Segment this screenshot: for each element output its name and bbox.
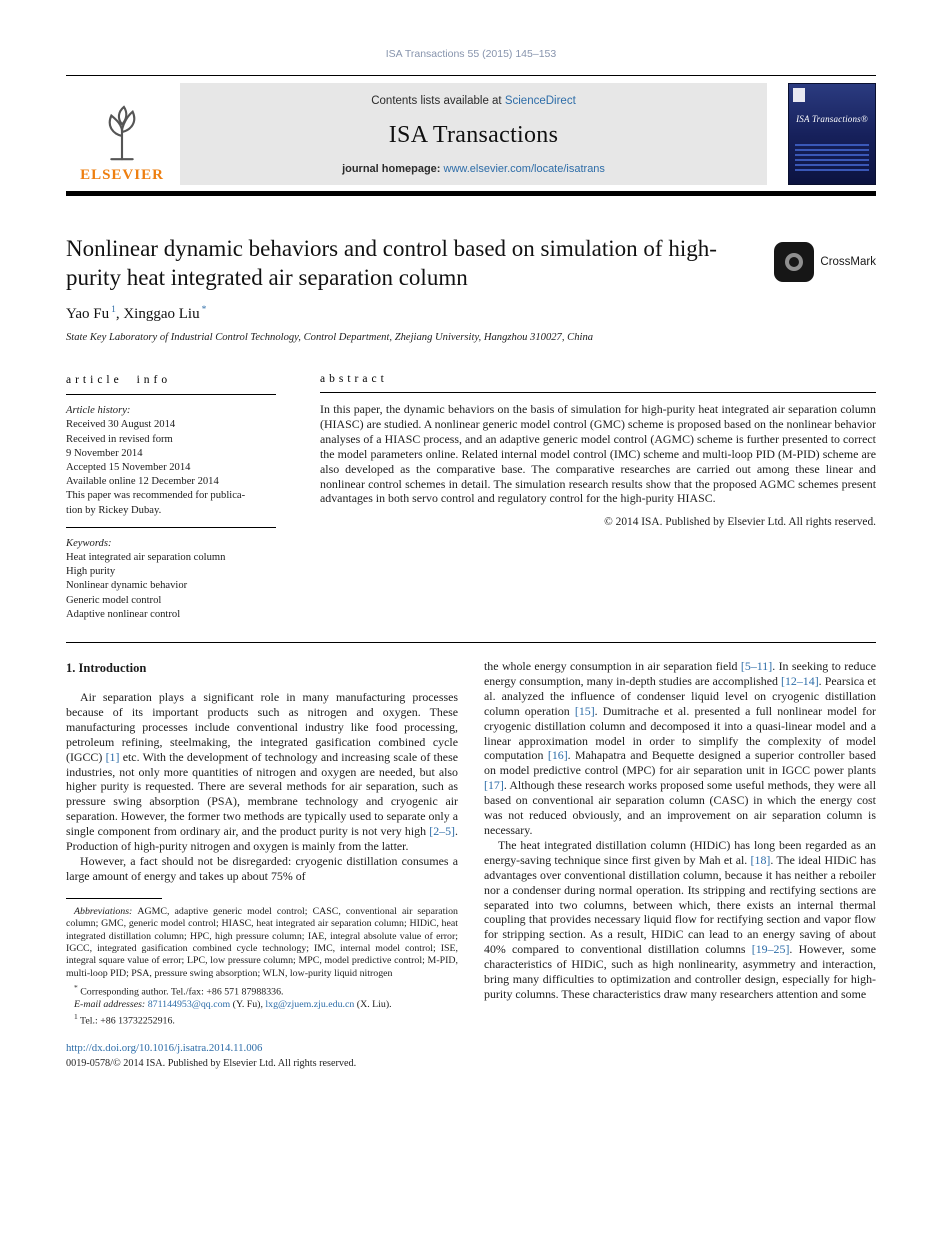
abbreviations-text: AGMC, adaptive generic model control; CASC, conventional air separation column; GMC, generic model control; HIASC, heat integrated air separation column; HIDiC, heat integrated distillation column; HPC, high pressure column; IAE, integral absolute value of error; IGCC, integrated gasification combined cycle technology; IMC, internal model control; ISE, integral square value of error; LPC, low pressure column; MPC, model predictive control; M-PID, multi-loop PID; PSA, pressure swing absorption; WLN, low-purity liquid nitrogen (66, 905, 458, 979)
abstract-heading: abstract (320, 373, 388, 385)
info-abstract-block (66, 373, 876, 643)
homepage-line (342, 163, 605, 175)
elsevier-wordmark: ELSEVIER (80, 167, 164, 183)
author-separator: , (115, 306, 124, 322)
citation-ref[interactable]: [16] (547, 748, 568, 763)
crossmark-ring-icon (785, 253, 803, 271)
corresponding-author-marker[interactable]: * (201, 305, 207, 315)
footnote-number-marker: 1 (74, 1012, 78, 1022)
left-column (66, 659, 458, 1028)
author-name: Yao Fu (66, 306, 110, 322)
sciencedirect-link[interactable]: ScienceDirect (504, 95, 576, 107)
body-paragraph (484, 659, 876, 838)
citation-ref[interactable]: [19–25] (751, 942, 790, 957)
keywords-list (66, 551, 276, 622)
text-segment: the whole energy consumption in air separation field (484, 659, 741, 674)
journal-cover-thumbnail[interactable] (788, 83, 876, 185)
homepage-link[interactable]: www.elsevier.com/locate/isatrans (443, 163, 605, 175)
divider (320, 392, 876, 393)
crossmark-badge[interactable] (774, 242, 876, 282)
corresponding-author-footnote (66, 982, 458, 999)
cover-logo-chip (793, 88, 805, 102)
history-line: Available online 12 December 2014 (66, 476, 219, 488)
journal-banner (180, 83, 767, 185)
citation-ref[interactable]: [2–5] (429, 824, 456, 839)
corresponding-author-text: Corresponding author. Tel./fax: +86 571 87988336. (77, 986, 284, 998)
email-footnote (66, 999, 458, 1011)
history-line: Received 30 August 2014 (66, 419, 176, 431)
keyword: Nonlinear dynamic behavior (66, 580, 188, 592)
journal-citation: ISA Transactions 55 (2015) 145–153 (385, 48, 557, 60)
text-segment: . Dumitrache et al. presented a full nonlinear model for cryogenic distillation column and decomposed it into a quasi-linear model and a linear approximation model in order to simplify the complexity of model computation (484, 703, 877, 763)
page-footer (66, 1042, 876, 1069)
tel-footnote (66, 1011, 458, 1028)
text-segment: . In seeking to reduce energy consumption, many in-depth studies are accomplished (484, 659, 876, 688)
text-segment: . However, some characteristics of HIDiC, such as high nonlinearity, asymmetry and interaction, bring many difficulties to optimization and controller design, especially for high-purity columns. These characteristics draw many researchers attention and some (484, 942, 876, 1001)
history-label: Article history: (66, 405, 131, 417)
text-segment: . The ideal HIDiC has advantages over conventional distillation column, because it has neither a reboiler nor a condenser during normal operation. Its stripping and rectifying sections are separated into two columns, between which, there exists an internal thermal coupling that provides necessary liquid flow for rectifying section and vapor flow for stripping section. As a result, HIDiC can lead to an energy saving of about 40% compared to conventional distillation columns (484, 852, 876, 957)
footnote-star-marker: * (74, 983, 78, 993)
article-info-column (66, 373, 276, 622)
elsevier-logo[interactable] (66, 83, 178, 185)
doi-link[interactable]: http://dx.doi.org/10.1016/j.isatra.2014.11.006 (66, 1042, 263, 1055)
history-line: This paper was recommended for publica- (66, 490, 246, 502)
section-heading-introduction: 1. Introduction (66, 661, 147, 676)
text-segment: etc. With the development of technology and increasing scale of these industries, not only more quantities of nitrogen and oxygen are needed, but also higher purity is requested. There are several methods for air separation, such as pressure swing absorption (PSA), membrane technology and cryogenic air separation. However, the former two methods are typically used to separate only a single component from ordinary air, and the product purity is not very high (66, 749, 458, 839)
citation-ref[interactable]: [15] (574, 703, 595, 718)
contents-line (371, 95, 576, 107)
footnotes-block (66, 884, 458, 1028)
issn-copyright-line: 0019-0578/© 2014 ISA. Published by Elsevier Ltd. All rights reserved. (66, 1058, 357, 1070)
divider (66, 191, 876, 196)
contents-prefix: Contents lists available at (371, 95, 505, 107)
crossmark-label: CrossMark (820, 256, 876, 268)
author-list (66, 305, 876, 323)
body-paragraph (66, 690, 458, 854)
email-link[interactable]: lxg@zjuem.zju.edu.cn (265, 998, 355, 1010)
journal-title: ISA Transactions (388, 121, 559, 148)
history-line: 9 November 2014 (66, 447, 143, 459)
history-line: Received in revised form (66, 433, 173, 445)
author-name: Xinggao Liu (123, 306, 200, 322)
keywords-label: Keywords: (66, 537, 112, 549)
cover-artwork (795, 144, 869, 174)
right-column (484, 659, 876, 1028)
body-paragraph (484, 838, 876, 1002)
footnote-divider (66, 898, 162, 899)
email-suffix: (Y. Fu), (230, 998, 266, 1010)
crossmark-icon (774, 242, 814, 282)
keyword: Adaptive nonlinear control (66, 608, 181, 620)
journal-header (66, 83, 876, 185)
text-segment: Air separation plays a significant role in many manufacturing processes because of its important products such as nitrogen and oxygen. These manufacturing processes include conventional industry like food processing, petroleum refining, steelmaking, the integrated gasification combined cycle (IGCC) (66, 690, 458, 764)
body-paragraph (66, 854, 458, 884)
email-label: E-mail addresses: (74, 998, 148, 1010)
abbreviations-label: Abbreviations: (74, 905, 138, 917)
text-segment: . Mahapatra and Bequette designed a superior controller based on model predictive control (MPC) for air separation unit in IGCC power plants (484, 748, 876, 778)
body-columns (66, 659, 876, 1028)
cover-title: ISA Transactions® (796, 114, 868, 124)
email-link[interactable]: 871144953@qq.com (147, 998, 231, 1010)
abbreviations-footnote (66, 906, 458, 980)
citation-ref[interactable]: [17] (484, 778, 504, 793)
history-line: Accepted 15 November 2014 (66, 462, 191, 474)
divider (66, 527, 276, 528)
keyword: Generic model control (66, 594, 162, 606)
divider (66, 394, 276, 395)
citation-ref[interactable]: [18] (750, 852, 771, 867)
text-segment: The heat integrated distillation column (HIDiC) has long been regarded as an energy-saving technique since first given by Mah et al. (484, 837, 876, 867)
text-segment: . Although these research works proposed some useful methods, they were all based on conventional air separation column (CASC) in which the energy cost was not reduced obviously, and an improvement on air separation column is necessary. (484, 778, 876, 838)
history-line: tion by Rickey Dubay. (66, 504, 162, 516)
author-footnote-marker[interactable]: 1 (111, 305, 116, 315)
divider (66, 75, 876, 76)
homepage-prefix: journal homepage: (342, 163, 444, 175)
article-title: Nonlinear dynamic behaviors and control based on simulation of high-purity heat integrated air separation column (66, 236, 717, 290)
email-suffix: (X. Liu). (354, 998, 392, 1010)
abstract-text: In this paper, the dynamic behaviors on the basis of simulation for high-purity heat integrated air separation column (HIASC) are studied. A nonlinear generic model control (GMC) scheme is proposed based on the nonlinear behavior analyses of a HIASC process, and an adaptive generic model control (AGMC) scheme is further presented to correct the model parameters online. Related internal model control (IMC) scheme and multi-loop PID (M-PID) scheme are also developed as the comparative base. The comparative researches are carried out among these linear and nonlinear control schemes in detail. The simulation research results show that the proposed AGMC schemes present advantages in both servo control and regulatory control for the high-purity HIASC. (320, 402, 876, 506)
text-segment: . Production of high-purity nitrogen and oxygen is mainly from the latter. (66, 824, 458, 854)
tel-text: Tel.: +86 13732252916. (77, 1015, 175, 1027)
text-segment: . Pearsica et al. analyzed the influence of condenser liquid level on cryogenic distillation column operation (484, 673, 876, 718)
article-info-heading: article info (66, 374, 172, 386)
abstract-column (320, 373, 876, 622)
citation-ref[interactable]: [5–11] (740, 659, 773, 674)
keyword: High purity (66, 566, 116, 578)
affiliation: State Key Laboratory of Industrial Control Technology, Control Department, Zhejiang University, Hangzhou 310027, China (66, 332, 594, 343)
keyword: Heat integrated air separation column (66, 552, 226, 564)
citation-ref[interactable]: [12–14] (781, 673, 819, 688)
citation-ref[interactable]: [1] (105, 749, 120, 764)
history-list (66, 418, 276, 517)
text-segment: However, a fact should not be disregarded: cryogenic distillation consumes a large amount of energy and takes up about 75% of (66, 854, 458, 883)
copyright-line: © 2014 ISA. Published by Elsevier Ltd. All rights reserved. (604, 516, 876, 529)
elsevier-tree-icon (92, 103, 152, 165)
